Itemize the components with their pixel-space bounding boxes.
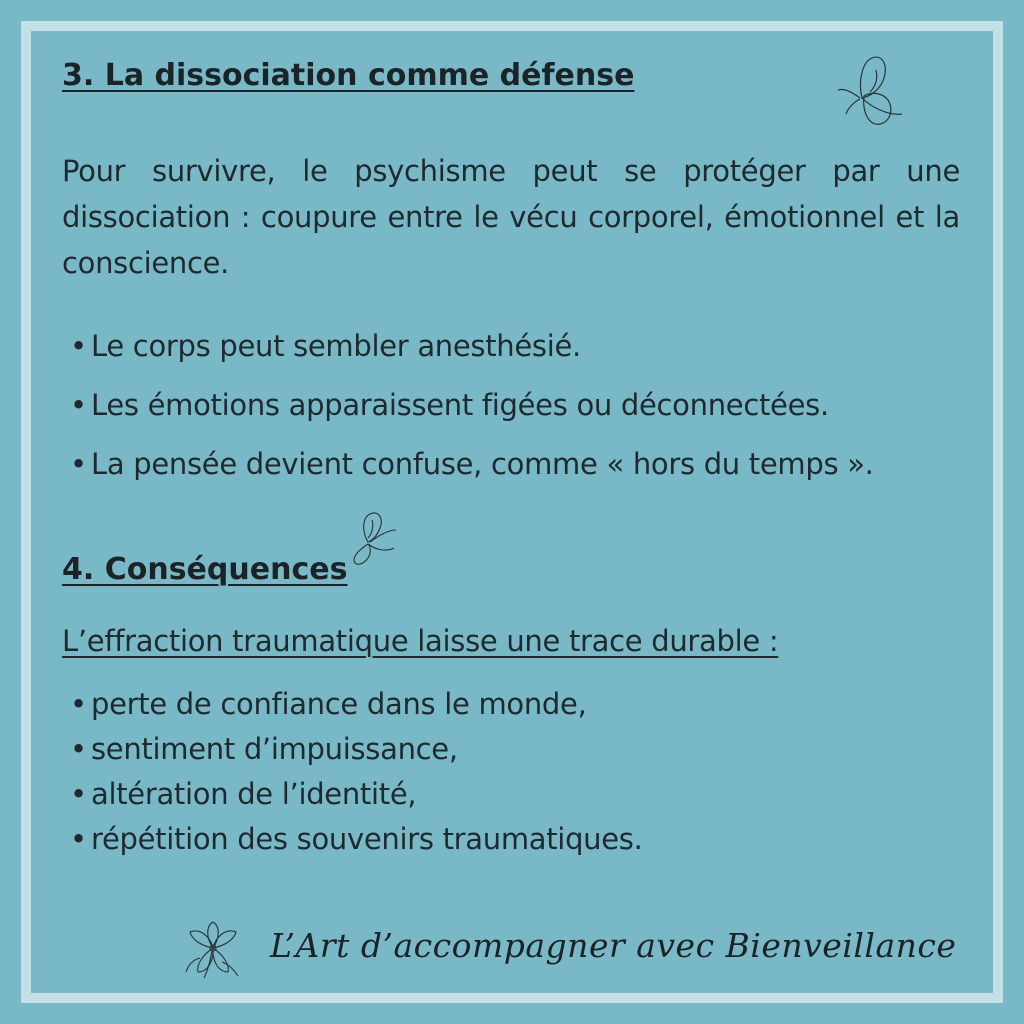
list-item: • sentiment d’impuissance,: [70, 729, 643, 774]
flower-icon: [182, 918, 244, 980]
section-3-paragraph: Pour survivre, le psychisme peut se protéger par une dissociation : coupure entre le vécu corporel, émotionnel et la conscience.: [62, 154, 960, 280]
section-3-list: [70, 324, 874, 501]
section-3-heading: 3. La dissociation comme défense: [62, 58, 635, 93]
section-4-list: [70, 684, 643, 864]
section-4-heading: 4. Conséquences: [62, 552, 348, 587]
list-item: • répétition des souvenirs traumatiques.: [70, 819, 643, 864]
butterfly-icon: [832, 52, 908, 132]
list-item: • altération de l’identité,: [70, 774, 643, 819]
list-item: • Le corps peut sembler anesthésié.: [70, 324, 874, 383]
butterfly-icon: [346, 508, 400, 568]
list-item: • Les émotions apparaissent figées ou déconnectées.: [70, 383, 874, 442]
list-item: • La pensée devient confuse, comme « hors du temps ».: [70, 442, 874, 501]
section-4-intro: L’effraction traumatique laisse une trace durable :: [62, 624, 779, 658]
brand-signature: L’Art d’accompagner avec Bienveillance: [270, 926, 957, 965]
list-item: • perte de confiance dans le monde,: [70, 684, 643, 729]
